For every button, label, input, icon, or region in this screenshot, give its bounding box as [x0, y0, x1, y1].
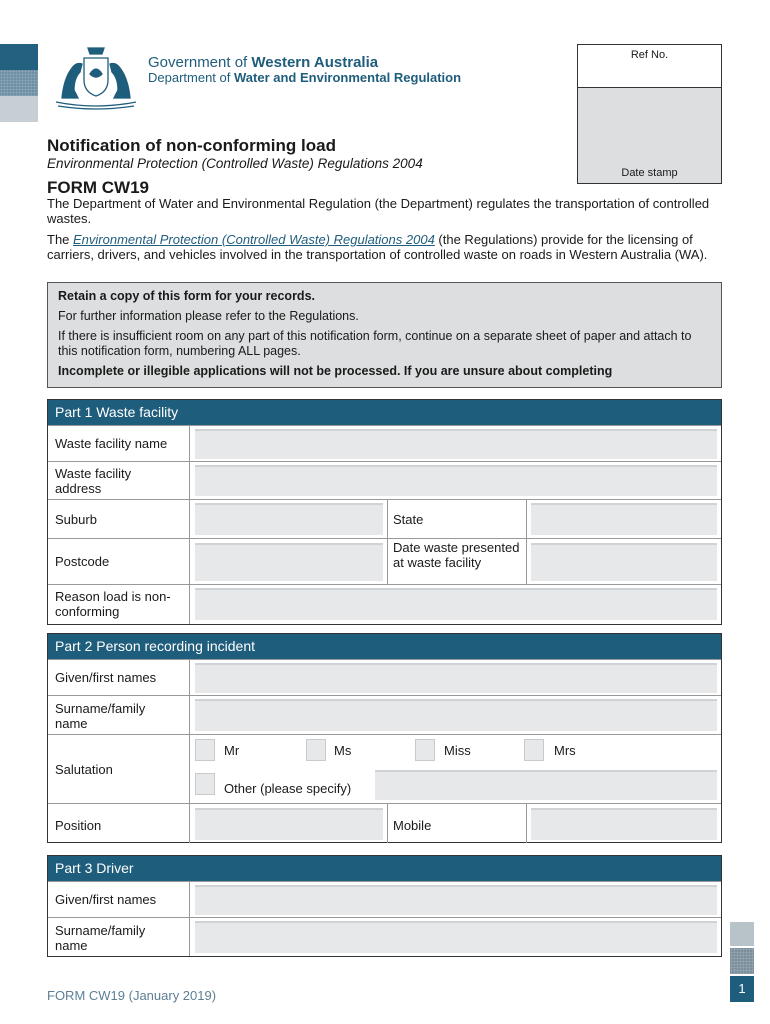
- salutation-label: Salutation: [55, 762, 113, 777]
- position-input[interactable]: [195, 808, 383, 840]
- postcode-input[interactable]: [195, 543, 383, 581]
- government-name: Government of Western Australia: [148, 54, 379, 71]
- page-title: Notification of non-conforming load: [47, 136, 336, 155]
- part1-heading: Part 1 Waste facility: [48, 400, 721, 425]
- part3-section: [47, 855, 722, 957]
- other-checkbox[interactable]: [195, 773, 215, 795]
- divider: [189, 882, 190, 917]
- decor-square-light: [0, 96, 38, 122]
- suburb-label: Suburb: [55, 512, 97, 527]
- date-stamp-area: [578, 87, 721, 183]
- given-names-label: Given/first names: [55, 670, 157, 685]
- notice-line-3: If there is insufficient room on any part of this notification form, continue on a separate sheet of paper and attach to this notification form, numbering ALL pages.: [58, 329, 692, 358]
- ref-label: Ref No.: [630, 49, 669, 61]
- facility-name-input[interactable]: [195, 429, 717, 459]
- driver-given-names-label: Given/first names: [55, 892, 157, 907]
- divider: [189, 585, 190, 624]
- divider: [387, 539, 388, 584]
- divider: [189, 660, 190, 695]
- part1-section: [47, 399, 722, 625]
- driver-surname-row: [48, 917, 721, 956]
- driver-surname-input[interactable]: [195, 921, 717, 953]
- department-name: Department of Water and Environmental Regulation: [148, 70, 462, 85]
- suburb-state-row: [48, 499, 721, 538]
- notice-box: [47, 282, 722, 388]
- reason-row: [48, 584, 721, 624]
- divider: [189, 918, 190, 956]
- divider: [387, 500, 388, 538]
- intro-paragraph-2: The Environmental Protection (Controlled Waste) Regulations 2004 (the Regulations) provide for the licensing of carriers, drivers, and vehicles involved in the transportation of controlled waste on roads in Western Australia (WA).: [47, 232, 708, 262]
- postcode-date-row: [48, 538, 721, 584]
- date-presented-input[interactable]: [531, 543, 717, 581]
- mr-label: Mr: [224, 743, 240, 758]
- divider: [189, 462, 190, 499]
- mrs-label: Mrs: [554, 743, 576, 758]
- intro-paragraph-1: The Department of Water and Environmental Regulation (the Department) regulates the transportation of controlled wastes.: [47, 196, 710, 226]
- divider: [189, 804, 190, 843]
- driver-given-names-row: [48, 881, 721, 917]
- date-presented-label: Date waste presented at waste facility: [393, 540, 520, 570]
- surname-row: [48, 695, 721, 734]
- mobile-label: Mobile: [393, 818, 432, 833]
- surname-input[interactable]: [195, 699, 717, 731]
- divider: [387, 804, 388, 843]
- facility-address-row: [48, 461, 721, 499]
- state-input[interactable]: [531, 503, 717, 535]
- mrs-checkbox[interactable]: [524, 739, 544, 761]
- notice-line-4: Incomplete or illegible applications will not be processed. If you are unsure about completing: [58, 364, 613, 378]
- facility-name-row: [48, 425, 721, 461]
- facility-name-label: Waste facility name: [55, 436, 168, 451]
- regulations-link[interactable]: Environmental Protection (Controlled Waste) Regulations 2004: [73, 232, 435, 247]
- divider: [189, 426, 190, 461]
- divider: [526, 500, 527, 538]
- divider: [189, 696, 190, 734]
- driver-given-names-input[interactable]: [195, 885, 717, 915]
- facility-address-input[interactable]: [195, 465, 717, 496]
- ms-label: Ms: [334, 743, 352, 758]
- mobile-input[interactable]: [531, 808, 717, 840]
- surname-label: Surname/family name: [55, 701, 146, 731]
- part2-heading: Part 2 Person recording incident: [48, 634, 721, 659]
- suburb-input[interactable]: [195, 503, 383, 535]
- miss-label: Miss: [444, 743, 471, 758]
- facility-address-label: Waste facility address: [55, 466, 132, 496]
- miss-checkbox[interactable]: [415, 739, 435, 761]
- part2-section: [47, 633, 722, 843]
- salutation-row: [48, 734, 721, 803]
- decor-square-mid: [730, 948, 754, 974]
- divider: [189, 735, 190, 803]
- ref-number-box: [577, 44, 722, 184]
- wa-coat-of-arms-logo: [48, 40, 144, 110]
- part3-heading: Part 3 Driver: [48, 856, 721, 881]
- divider: [189, 500, 190, 538]
- notice-line-2: For further information please refer to the Regulations.: [58, 309, 359, 323]
- decor-square-mid: [0, 70, 38, 96]
- divider: [189, 539, 190, 584]
- state-label: State: [393, 512, 424, 527]
- form-number: FORM CW19: [47, 178, 149, 197]
- notice-line-1: Retain a copy of this form for your records.: [58, 289, 315, 303]
- page-subtitle: Environmental Protection (Controlled Waste) Regulations 2004: [47, 156, 423, 171]
- given-names-row: [48, 659, 721, 695]
- position-mobile-row: [48, 803, 721, 843]
- decor-square-dark: [0, 44, 38, 70]
- given-names-input[interactable]: [195, 663, 717, 693]
- driver-surname-label: Surname/family name: [55, 923, 146, 953]
- divider: [526, 539, 527, 584]
- page-number: 1: [730, 976, 754, 1002]
- reason-label: Reason load is non-conforming: [55, 589, 171, 619]
- decor-square-light: [730, 922, 754, 946]
- other-label: Other (please specify): [224, 781, 352, 796]
- mr-checkbox[interactable]: [195, 739, 215, 761]
- other-specify-input[interactable]: [375, 770, 717, 800]
- footer-form-date: FORM CW19 (January 2019): [47, 988, 217, 1003]
- reason-input[interactable]: [195, 588, 717, 620]
- ms-checkbox[interactable]: [306, 739, 326, 761]
- postcode-label: Postcode: [55, 554, 110, 569]
- divider: [526, 804, 527, 843]
- date-stamp-label: Date stamp: [621, 167, 678, 179]
- position-label: Position: [55, 818, 102, 833]
